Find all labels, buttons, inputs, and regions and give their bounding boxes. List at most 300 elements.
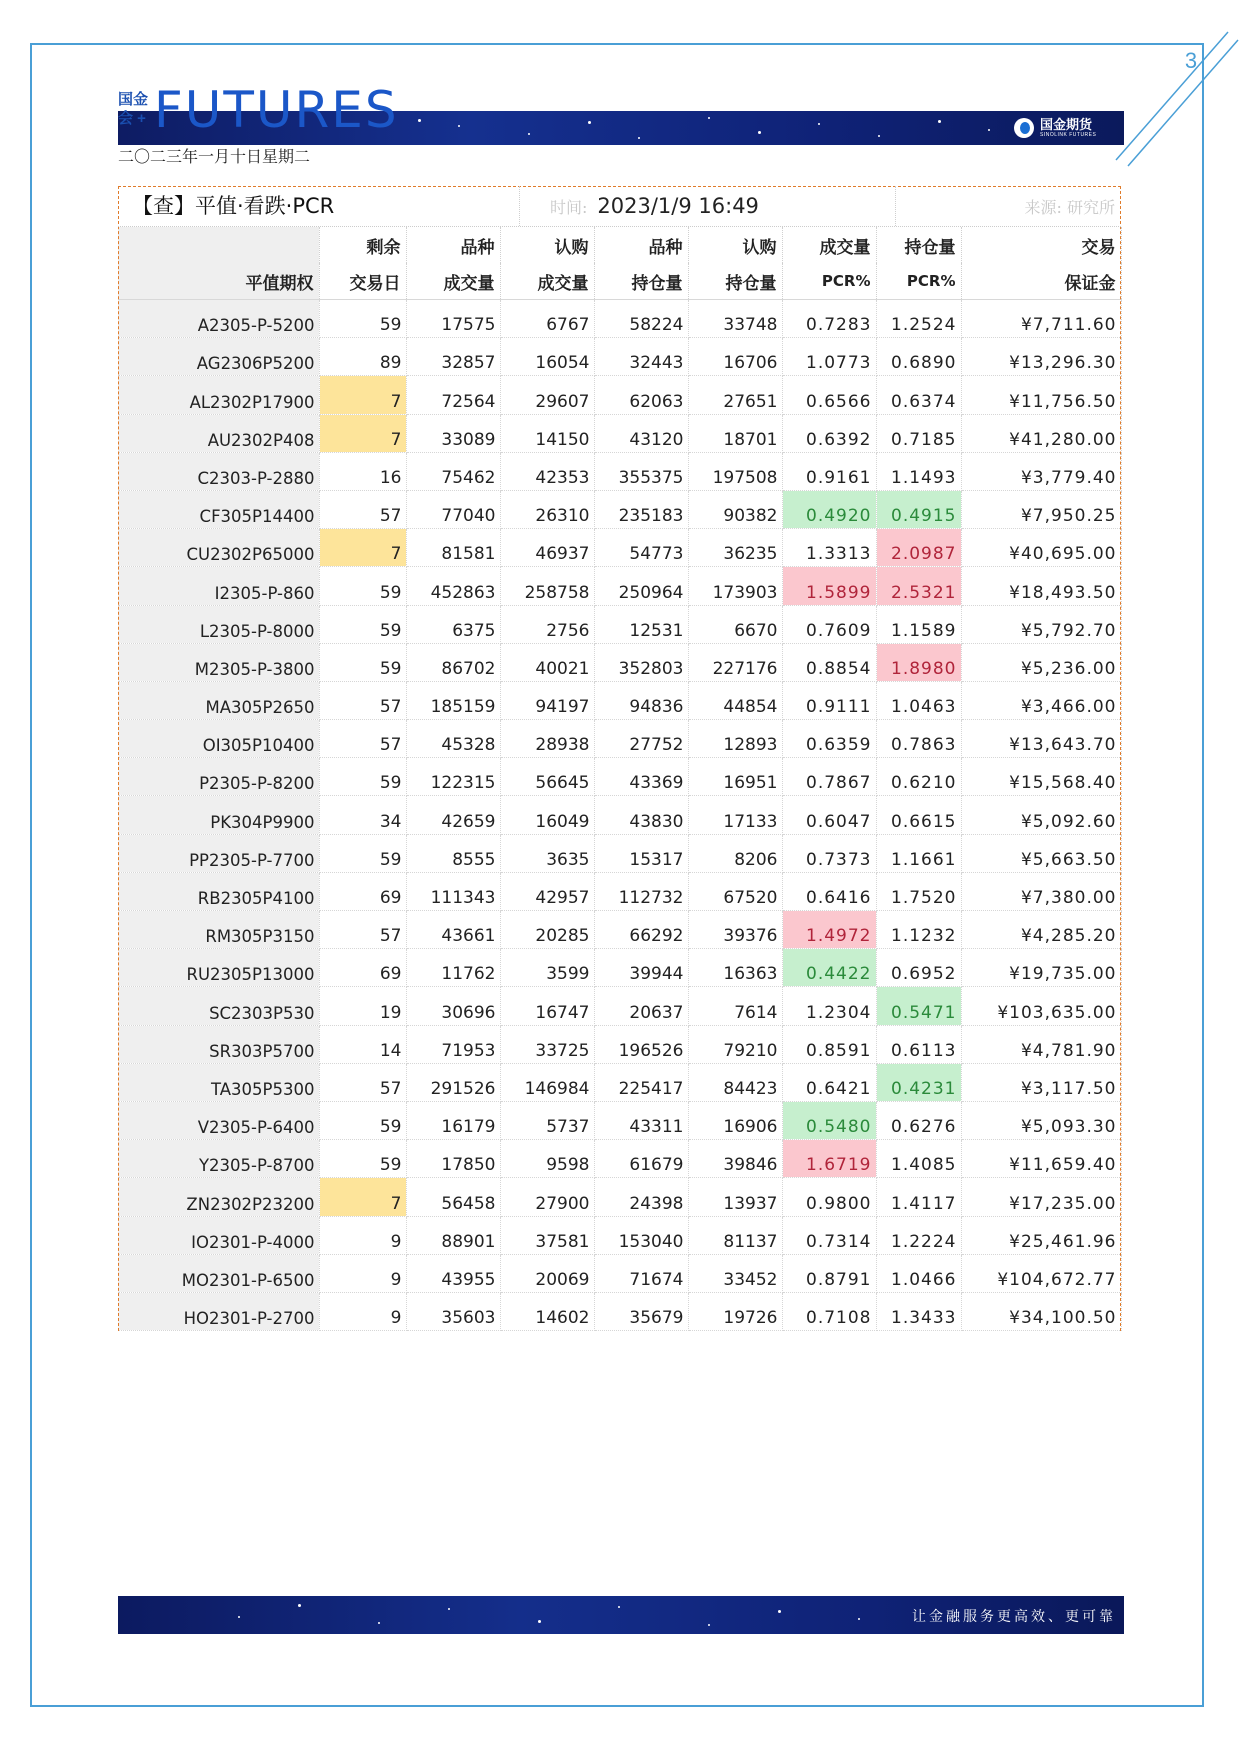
table-cell: 56458	[406, 1178, 500, 1216]
column-header: 持仓量	[876, 227, 961, 263]
table-cell: 88901	[406, 1216, 500, 1254]
time-value: 2023/1/9 16:49	[597, 194, 759, 218]
option-code-cell: L2305-P-8000	[118, 605, 319, 643]
table-cell: 0.6392	[782, 414, 876, 452]
logo-cn-text: 国金期货	[1040, 116, 1093, 132]
table-cell: 0.7609	[782, 605, 876, 643]
column-header: 成交量	[500, 263, 594, 300]
brand-futures-wordmark: FUTURES	[154, 81, 399, 139]
table-cell: 34	[319, 796, 406, 834]
option-code-cell: AU2302P408	[118, 414, 319, 452]
table-cell: 0.4915	[876, 490, 961, 528]
column-header: 认购	[500, 227, 594, 263]
table-cell: 61679	[594, 1140, 688, 1178]
option-code-cell: SR303P5700	[118, 1025, 319, 1063]
table-cell: ¥19,735.00	[961, 949, 1121, 987]
option-code-cell: MO2301-P-6500	[118, 1254, 319, 1292]
table-cell: 11762	[406, 949, 500, 987]
table-cell: 1.6719	[782, 1140, 876, 1178]
option-code-cell: AG2306P5200	[118, 338, 319, 376]
table-cell: ¥4,781.90	[961, 1025, 1121, 1063]
table-cell: 86702	[406, 643, 500, 681]
table-cell: 7	[319, 414, 406, 452]
table-row	[118, 605, 1121, 643]
table-cell: 84423	[688, 1063, 782, 1101]
table-row	[118, 1140, 1121, 1178]
table-cell: 71953	[406, 1025, 500, 1063]
table-cell: 0.4231	[876, 1063, 961, 1101]
table-cell: 59	[319, 567, 406, 605]
table-cell: 43955	[406, 1254, 500, 1292]
table-cell: ¥7,711.60	[961, 300, 1121, 338]
footer-banner	[118, 1596, 1124, 1634]
table-cell: 36235	[688, 529, 782, 567]
option-code-cell: RB2305P4100	[118, 872, 319, 910]
company-logo	[1014, 116, 1096, 140]
table-row	[118, 796, 1121, 834]
table-title: 【查】平值·看跌·PCR	[118, 186, 520, 226]
table-cell: 1.3313	[782, 529, 876, 567]
table-cell: 43369	[594, 758, 688, 796]
table-cell: 0.7314	[782, 1216, 876, 1254]
table-row	[118, 1025, 1121, 1063]
table-cell: 17133	[688, 796, 782, 834]
table-cell: ¥3,466.00	[961, 681, 1121, 719]
table-cell: 35679	[594, 1292, 688, 1330]
table-cell: 27651	[688, 376, 782, 414]
table-cell: 7	[319, 1178, 406, 1216]
table-row	[118, 949, 1121, 987]
option-code-cell: I2305-P-860	[118, 567, 319, 605]
table-cell: 33748	[688, 300, 782, 338]
table-cell: 1.0463	[876, 681, 961, 719]
table-cell: 1.8980	[876, 643, 961, 681]
column-header: PCR%	[876, 263, 961, 300]
column-header: 成交量	[406, 263, 500, 300]
table-cell: 1.2524	[876, 300, 961, 338]
table-cell: 14150	[500, 414, 594, 452]
table-cell: 9	[319, 1292, 406, 1330]
table-cell: 153040	[594, 1216, 688, 1254]
table-row	[118, 1178, 1121, 1216]
table-cell: 1.2304	[782, 987, 876, 1025]
table-cell: ¥41,280.00	[961, 414, 1121, 452]
table-cell: 258758	[500, 567, 594, 605]
table-cell: 196526	[594, 1025, 688, 1063]
table-cell: 33452	[688, 1254, 782, 1292]
option-code-cell: MA305P2650	[118, 681, 319, 719]
table-row	[118, 643, 1121, 681]
table-cell: 6375	[406, 605, 500, 643]
table-cell: 9	[319, 1216, 406, 1254]
table-cell: 43120	[594, 414, 688, 452]
table-cell: 33089	[406, 414, 500, 452]
table-cell: 59	[319, 605, 406, 643]
report-date: 二〇二三年一月十日星期二	[118, 147, 311, 166]
column-header: 品种	[406, 227, 500, 263]
table-cell: 0.6890	[876, 338, 961, 376]
table-cell: 54773	[594, 529, 688, 567]
table-cell: 3599	[500, 949, 594, 987]
option-code-cell: A2305-P-5200	[118, 300, 319, 338]
table-cell: 33725	[500, 1025, 594, 1063]
table-cell: 20069	[500, 1254, 594, 1292]
table-row	[118, 1216, 1121, 1254]
brand-cn-logo: 国金 会 +	[118, 91, 149, 127]
table-cell: 1.3433	[876, 1292, 961, 1330]
table-cell: 62063	[594, 376, 688, 414]
table-cell: 0.6952	[876, 949, 961, 987]
footer-slogan: 让金融服务更高效、更可靠	[912, 1609, 1116, 1625]
table-cell: ¥7,380.00	[961, 872, 1121, 910]
table-cell: 43830	[594, 796, 688, 834]
table-cell: ¥4,285.20	[961, 911, 1121, 949]
table-cell: 1.2224	[876, 1216, 961, 1254]
table-row	[118, 1254, 1121, 1292]
option-code-cell: CU2302P65000	[118, 529, 319, 567]
table-cell: 46937	[500, 529, 594, 567]
column-header: 剩余	[319, 227, 406, 263]
option-code-cell: C2303-P-2880	[118, 452, 319, 490]
table-cell: 352803	[594, 643, 688, 681]
table-cell: 57	[319, 490, 406, 528]
table-cell: 24398	[594, 1178, 688, 1216]
pcr-table	[118, 227, 1122, 1331]
table-cell: 57	[319, 1063, 406, 1101]
table-cell: 20637	[594, 987, 688, 1025]
option-code-cell: Y2305-P-8700	[118, 1140, 319, 1178]
table-cell: 40021	[500, 643, 594, 681]
table-cell: 16179	[406, 1101, 500, 1139]
table-cell: 1.1589	[876, 605, 961, 643]
table-cell: 0.8591	[782, 1025, 876, 1063]
column-header: 持仓量	[594, 263, 688, 300]
table-cell: 14602	[500, 1292, 594, 1330]
table-cell: 6670	[688, 605, 782, 643]
table-cell: 355375	[594, 452, 688, 490]
column-header	[118, 227, 319, 263]
table-cell: 0.9800	[782, 1178, 876, 1216]
table-cell: 7	[319, 529, 406, 567]
table-cell: 15317	[594, 834, 688, 872]
table-cell: ¥13,643.70	[961, 720, 1121, 758]
table-cell: 94197	[500, 681, 594, 719]
table-row	[118, 490, 1121, 528]
table-cell: 16951	[688, 758, 782, 796]
table-cell: 59	[319, 1101, 406, 1139]
table-cell: 16054	[500, 338, 594, 376]
table-cell: ¥34,100.50	[961, 1292, 1121, 1330]
table-row	[118, 376, 1121, 414]
header-row-2	[118, 263, 1121, 300]
table-cell: ¥5,663.50	[961, 834, 1121, 872]
table-cell: 5737	[500, 1101, 594, 1139]
table-body	[118, 300, 1121, 1331]
table-cell: 57	[319, 681, 406, 719]
table-cell: 0.6276	[876, 1101, 961, 1139]
option-code-cell: HO2301-P-2700	[118, 1292, 319, 1330]
table-cell: 32443	[594, 338, 688, 376]
table-cell: 2.0987	[876, 529, 961, 567]
table-cell: 0.7867	[782, 758, 876, 796]
table-cell: 452863	[406, 567, 500, 605]
table-cell: 35603	[406, 1292, 500, 1330]
table-cell: 44854	[688, 681, 782, 719]
option-code-cell: SC2303P530	[118, 987, 319, 1025]
table-cell: 29607	[500, 376, 594, 414]
table-cell: 59	[319, 758, 406, 796]
table-cell: 81581	[406, 529, 500, 567]
table-cell: ¥5,792.70	[961, 605, 1121, 643]
table-cell: 94836	[594, 681, 688, 719]
table-cell: 58224	[594, 300, 688, 338]
time-label: 时间:	[550, 197, 588, 217]
table-row	[118, 681, 1121, 719]
column-header: 交易日	[319, 263, 406, 300]
table-cell: 111343	[406, 872, 500, 910]
table-cell: 28938	[500, 720, 594, 758]
table-cell: 69	[319, 949, 406, 987]
column-header: 平值期权	[118, 263, 319, 300]
table-cell: 66292	[594, 911, 688, 949]
table-cell: 16049	[500, 796, 594, 834]
pcr-table-section	[118, 186, 1121, 1331]
table-cell: 17575	[406, 300, 500, 338]
page-number: 3	[1184, 48, 1198, 73]
table-cell: 1.0466	[876, 1254, 961, 1292]
option-code-cell: OI305P10400	[118, 720, 319, 758]
table-row	[118, 1063, 1121, 1101]
table-cell: 57	[319, 720, 406, 758]
table-cell: ¥5,092.60	[961, 796, 1121, 834]
table-cell: 7	[319, 376, 406, 414]
table-cell: 39944	[594, 949, 688, 987]
table-cell: ¥40,695.00	[961, 529, 1121, 567]
table-cell: ¥11,756.50	[961, 376, 1121, 414]
table-cell: ¥18,493.50	[961, 567, 1121, 605]
table-cell: 77040	[406, 490, 500, 528]
table-cell: 146984	[500, 1063, 594, 1101]
corner-decoration	[1110, 30, 1240, 170]
table-cell: 12893	[688, 720, 782, 758]
table-cell: 19726	[688, 1292, 782, 1330]
table-cell: 1.4972	[782, 911, 876, 949]
table-cell: 13937	[688, 1178, 782, 1216]
table-row	[118, 987, 1121, 1025]
table-cell: 89	[319, 338, 406, 376]
table-cell: 8555	[406, 834, 500, 872]
table-row	[118, 872, 1121, 910]
table-cell: 122315	[406, 758, 500, 796]
table-cell: 71674	[594, 1254, 688, 1292]
table-cell: 0.6374	[876, 376, 961, 414]
option-code-cell: RU2305P13000	[118, 949, 319, 987]
column-header: PCR%	[782, 263, 876, 300]
table-cell: ¥13,296.30	[961, 338, 1121, 376]
table-cell: 0.4422	[782, 949, 876, 987]
table-row	[118, 911, 1121, 949]
table-row	[118, 452, 1121, 490]
table-cell: 12531	[594, 605, 688, 643]
table-cell: 43311	[594, 1101, 688, 1139]
table-row	[118, 720, 1121, 758]
column-header: 交易	[961, 227, 1121, 263]
table-cell: 1.1493	[876, 452, 961, 490]
table-cell: 26310	[500, 490, 594, 528]
column-header: 认购	[688, 227, 782, 263]
column-header: 持仓量	[688, 263, 782, 300]
table-cell: 1.5899	[782, 567, 876, 605]
table-cell: 0.6359	[782, 720, 876, 758]
table-cell: 27752	[594, 720, 688, 758]
table-cell: 16706	[688, 338, 782, 376]
option-code-cell: RM305P3150	[118, 911, 319, 949]
table-cell: 0.6566	[782, 376, 876, 414]
table-time	[520, 186, 896, 226]
table-cell: 2756	[500, 605, 594, 643]
column-header: 成交量	[782, 227, 876, 263]
table-cell: 1.1661	[876, 834, 961, 872]
table-cell: 1.4085	[876, 1140, 961, 1178]
table-cell: 81137	[688, 1216, 782, 1254]
table-cell: 0.7373	[782, 834, 876, 872]
table-cell: ¥7,950.25	[961, 490, 1121, 528]
table-cell: 39376	[688, 911, 782, 949]
table-row	[118, 1101, 1121, 1139]
table-cell: 0.6421	[782, 1063, 876, 1101]
table-cell: ¥5,093.30	[961, 1101, 1121, 1139]
table-cell: 0.8854	[782, 643, 876, 681]
table-cell: 72564	[406, 376, 500, 414]
table-cell: 79210	[688, 1025, 782, 1063]
header-row-1	[118, 227, 1121, 263]
table-cell: 0.7283	[782, 300, 876, 338]
table-cell: ¥5,236.00	[961, 643, 1121, 681]
table-row	[118, 567, 1121, 605]
table-cell: 0.7863	[876, 720, 961, 758]
table-cell: ¥25,461.96	[961, 1216, 1121, 1254]
table-cell: 1.1232	[876, 911, 961, 949]
table-cell: ¥103,635.00	[961, 987, 1121, 1025]
table-cell: 197508	[688, 452, 782, 490]
table-cell: 32857	[406, 338, 500, 376]
logo-icon	[1014, 118, 1034, 138]
table-cell: 0.5471	[876, 987, 961, 1025]
option-code-cell: CF305P14400	[118, 490, 319, 528]
table-cell: 20285	[500, 911, 594, 949]
table-cell: 0.6416	[782, 872, 876, 910]
table-cell: 9598	[500, 1140, 594, 1178]
table-cell: ¥15,568.40	[961, 758, 1121, 796]
table-row	[118, 414, 1121, 452]
table-cell: 0.6047	[782, 796, 876, 834]
table-cell: 0.7185	[876, 414, 961, 452]
table-row	[118, 1292, 1121, 1330]
table-cell: 69	[319, 872, 406, 910]
option-code-cell: V2305-P-6400	[118, 1101, 319, 1139]
column-header: 保证金	[961, 263, 1121, 300]
table-cell: ¥17,235.00	[961, 1178, 1121, 1216]
table-cell: ¥11,659.40	[961, 1140, 1121, 1178]
table-cell: 227176	[688, 643, 782, 681]
table-cell: 16	[319, 452, 406, 490]
table-cell: 14	[319, 1025, 406, 1063]
option-code-cell: ZN2302P23200	[118, 1178, 319, 1216]
table-cell: 42659	[406, 796, 500, 834]
table-cell: 1.7520	[876, 872, 961, 910]
option-code-cell: P2305-P-8200	[118, 758, 319, 796]
table-row	[118, 529, 1121, 567]
table-cell: 1.4117	[876, 1178, 961, 1216]
option-code-cell: AL2302P17900	[118, 376, 319, 414]
table-cell: 8206	[688, 834, 782, 872]
table-row	[118, 834, 1121, 872]
table-cell: 90382	[688, 490, 782, 528]
table-row	[118, 758, 1121, 796]
table-cell: 57	[319, 911, 406, 949]
table-cell: 16906	[688, 1101, 782, 1139]
option-code-cell: TA305P5300	[118, 1063, 319, 1101]
logo-en-text: SINOLINK FUTURES	[1040, 131, 1097, 138]
table-cell: 39846	[688, 1140, 782, 1178]
table-cell: 0.5480	[782, 1101, 876, 1139]
table-cell: 2.5321	[876, 567, 961, 605]
table-cell: 0.6113	[876, 1025, 961, 1063]
table-cell: 67520	[688, 872, 782, 910]
table-cell: 6767	[500, 300, 594, 338]
table-cell: ¥104,672.77	[961, 1254, 1121, 1292]
option-code-cell: PK304P9900	[118, 796, 319, 834]
table-cell: 185159	[406, 681, 500, 719]
option-code-cell: PP2305-P-7700	[118, 834, 319, 872]
table-row	[118, 300, 1121, 338]
table-cell: 43661	[406, 911, 500, 949]
table-cell: 59	[319, 1140, 406, 1178]
table-cell: 0.6210	[876, 758, 961, 796]
table-cell: 42957	[500, 872, 594, 910]
table-cell: 9	[319, 1254, 406, 1292]
table-cell: 1.0773	[782, 338, 876, 376]
table-cell: 30696	[406, 987, 500, 1025]
table-cell: 27900	[500, 1178, 594, 1216]
table-cell: 56645	[500, 758, 594, 796]
table-cell: 0.8791	[782, 1254, 876, 1292]
table-cell: 18701	[688, 414, 782, 452]
table-cell: 16363	[688, 949, 782, 987]
option-code-cell: M2305-P-3800	[118, 643, 319, 681]
table-cell: 0.9111	[782, 681, 876, 719]
table-cell: 37581	[500, 1216, 594, 1254]
table-cell: 16747	[500, 987, 594, 1025]
table-cell: 3635	[500, 834, 594, 872]
table-title-row	[118, 186, 1121, 227]
column-header: 品种	[594, 227, 688, 263]
table-cell: 59	[319, 300, 406, 338]
table-cell: 0.9161	[782, 452, 876, 490]
table-cell: 250964	[594, 567, 688, 605]
table-cell: 0.7108	[782, 1292, 876, 1330]
table-source: 来源: 研究所	[1024, 198, 1115, 217]
table-cell: 75462	[406, 452, 500, 490]
table-cell: 291526	[406, 1063, 500, 1101]
table-cell: 225417	[594, 1063, 688, 1101]
table-cell: 42353	[500, 452, 594, 490]
table-cell: 45328	[406, 720, 500, 758]
table-cell: 0.4920	[782, 490, 876, 528]
table-cell: ¥3,117.50	[961, 1063, 1121, 1101]
table-cell: 7614	[688, 987, 782, 1025]
table-cell: 59	[319, 643, 406, 681]
